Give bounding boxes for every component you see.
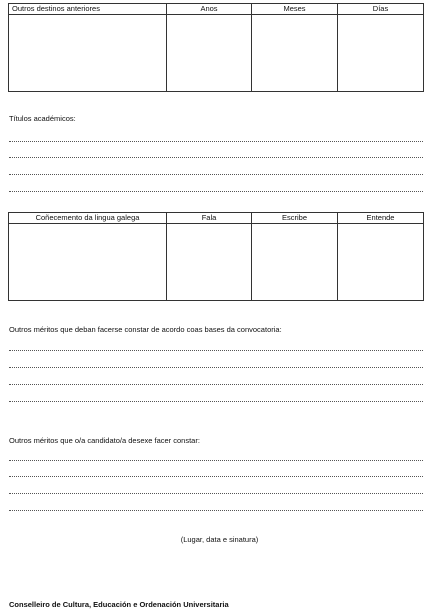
titulos-line-2[interactable] — [9, 157, 423, 158]
fala-cell[interactable] — [167, 224, 252, 301]
meritos-bases-line-2[interactable] — [9, 367, 423, 368]
meritos-bases-line-3[interactable] — [9, 384, 423, 385]
meritos-candidato-line-3[interactable] — [9, 493, 423, 494]
titulos-line-1[interactable] — [9, 141, 423, 142]
lingua-cell[interactable] — [9, 224, 167, 301]
signature-label: (Lugar, data e sinatura) — [180, 535, 259, 544]
titulos-line-4[interactable] — [9, 191, 423, 192]
meritos-bases-line-1[interactable] — [9, 350, 423, 351]
fala-header: Fala — [167, 213, 252, 224]
meritos-candidato-label: Outros méritos que o/a candidato/a desexe facer constar: — [9, 436, 200, 445]
dias-header: Días — [338, 4, 424, 15]
destinos-cell[interactable] — [9, 15, 167, 92]
destinos-header: Outros destinos anteriores — [9, 4, 167, 15]
meritos-candidato-line-4[interactable] — [9, 510, 423, 511]
entende-cell[interactable] — [338, 224, 424, 301]
meritos-candidato-line-1[interactable] — [9, 460, 423, 461]
meses-cell[interactable] — [252, 15, 338, 92]
lingua-header: Coñecemento da lingua galega — [9, 213, 167, 224]
footer-org: Conselleiro de Cultura, Educación e Ordenación Universitaria — [9, 600, 229, 609]
meritos-bases-label: Outros méritos que deban facerse constar de acordo coas bases da convocatoria: — [9, 325, 282, 334]
titulos-line-3[interactable] — [9, 174, 423, 175]
meritos-candidato-line-2[interactable] — [9, 476, 423, 477]
anos-cell[interactable] — [167, 15, 252, 92]
anos-header: Anos — [167, 4, 252, 15]
meritos-bases-line-4[interactable] — [9, 401, 423, 402]
destinos-table — [8, 3, 424, 92]
escribe-header: Escribe — [252, 213, 338, 224]
titulos-label: Títulos académicos: — [9, 114, 76, 123]
meses-header: Meses — [252, 4, 338, 15]
entende-header: Entende — [338, 213, 424, 224]
escribe-cell[interactable] — [252, 224, 338, 301]
dias-cell[interactable] — [338, 15, 424, 92]
lingua-table — [8, 212, 424, 301]
